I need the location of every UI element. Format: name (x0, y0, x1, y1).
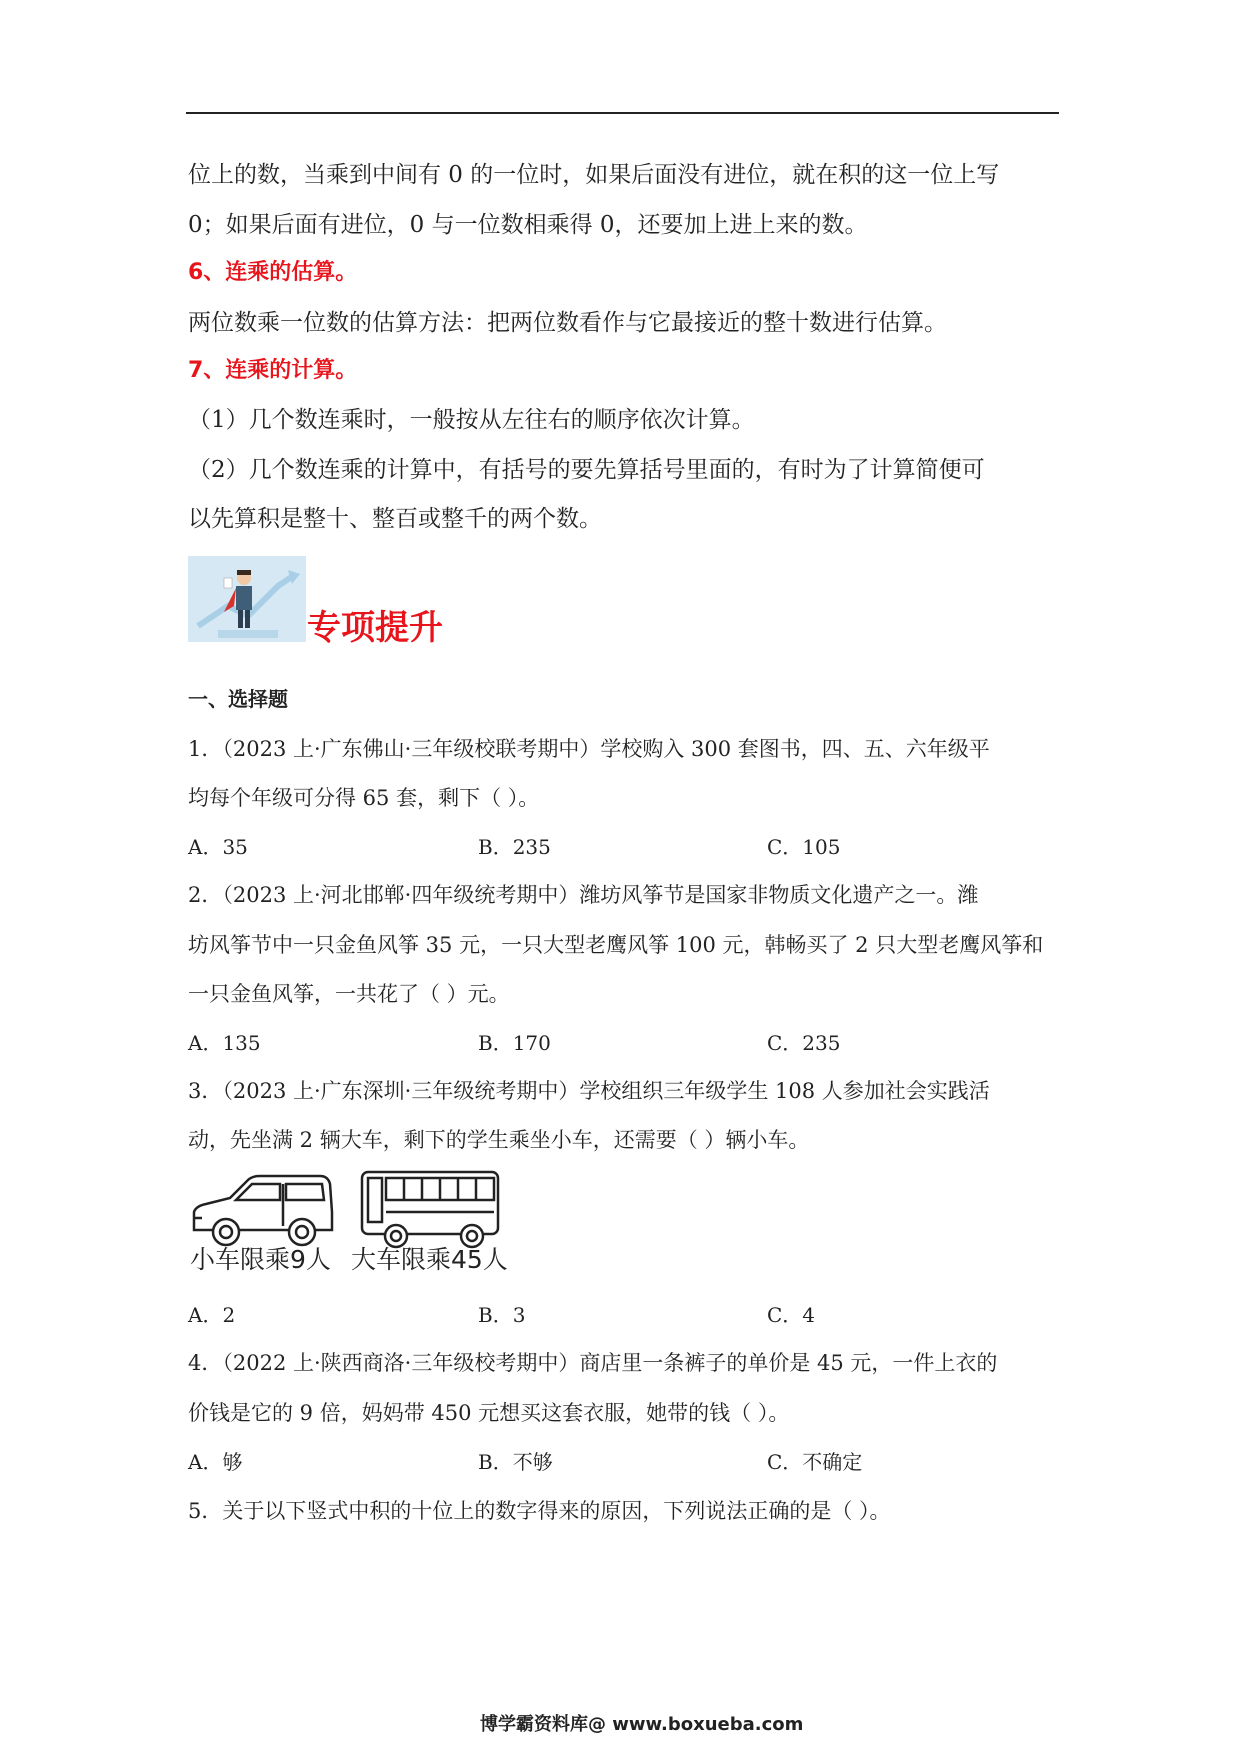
question-3-line-2: 动，先坐满 2 辆大车，剩下的学生乘坐小车，还需要（ ）辆小车。 (188, 1128, 810, 1152)
question-1-option-a: A．35 (188, 835, 248, 859)
question-1-line-1: 1．（2023 上·广东佛山·三年级校联考期中）学校购入 300 套图书，四、五、六年级平 (188, 737, 990, 761)
header-rule (186, 112, 1059, 114)
bus-icon (362, 1172, 498, 1247)
section-6-body: 两位数乘一位数的估算方法：把两位数看作与它最接近的整十数进行估算。 (188, 310, 947, 336)
question-5-line-1: 5．关于以下竖式中积的十位上的数字得来的原因，下列说法正确的是（ ）。 (188, 1499, 891, 1523)
question-2-line-3: 一只金鱼风筝，一共花了（ ）元。 (188, 982, 510, 1006)
question-3-option-a: A．2 (188, 1303, 236, 1327)
banner-title: 专项提升 (307, 608, 443, 648)
question-2-line-1: 2．（2023 上·河北邯郸·四年级统考期中）潍坊风筝节是国家非物质文化遗产之一。潍 (188, 883, 979, 907)
section-7-item-2-line-2: 以先算积是整十、整百或整千的两个数。 (188, 506, 602, 532)
question-2-option-a: A．135 (188, 1031, 261, 1055)
question-2-option-b: B．170 (478, 1031, 551, 1055)
question-3-option-b: B．3 (478, 1303, 526, 1327)
intro-line-1: 位上的数，当乘到中间有 0 的一位时，如果后面没有进位，就在积的这一位上写 (188, 162, 1000, 188)
question-1-option-c: C．105 (767, 835, 841, 859)
section-6-heading: 6、连乘的估算。 (188, 260, 358, 285)
section-7-heading: 7、连乘的计算。 (188, 358, 358, 383)
question-1-option-b: B．235 (478, 835, 551, 859)
question-4-option-a: A．够 (188, 1450, 243, 1474)
section-7-item-2-line-1: （2）几个数连乘的计算中，有括号的要先算括号里面的，有时为了计算简便可 (188, 457, 985, 483)
intro-line-2: 0；如果后面有进位，0 与一位数相乘得 0，还要加上进上来的数。 (188, 212, 868, 238)
footer-watermark: 博学霸资料库@ www.boxueba.com (480, 1714, 804, 1735)
section-7-item-1: （1）几个数连乘时，一般按从左往右的顺序依次计算。 (188, 407, 755, 433)
small-car-icon (194, 1176, 332, 1245)
question-4-line-1: 4．（2022 上·陕西商洛·三年级校考期中）商店里一条裤子的单价是 45 元，一件上衣的 (188, 1351, 998, 1375)
small-car-label: 小车限乘9人 (190, 1245, 331, 1274)
bus-label: 大车限乘45人 (351, 1245, 508, 1274)
question-2-line-2: 坊风筝节中一只金鱼风筝 35 元，一只大型老鹰风筝 100 元，韩畅买了 2 只大型老鹰风筝和 (188, 933, 1044, 957)
question-4-option-c: C．不确定 (767, 1450, 863, 1474)
question-4-option-b: B．不够 (478, 1450, 553, 1474)
banner-illustration (188, 556, 306, 642)
question-1-line-2: 均每个年级可分得 65 套，剩下（ ）。 (188, 786, 540, 810)
question-2-option-c: C．235 (767, 1031, 841, 1055)
question-3-option-c: C．4 (767, 1303, 816, 1327)
question-3-line-1: 3．（2023 上·广东深圳·三年级统考期中）学校组织三年级学生 108 人参加社会实践活 (188, 1079, 990, 1103)
question-4-line-2: 价钱是它的 9 倍，妈妈带 450 元想买这套衣服，她带的钱（ ）。 (188, 1401, 790, 1425)
part-1-heading: 一、选择题 (188, 687, 288, 711)
